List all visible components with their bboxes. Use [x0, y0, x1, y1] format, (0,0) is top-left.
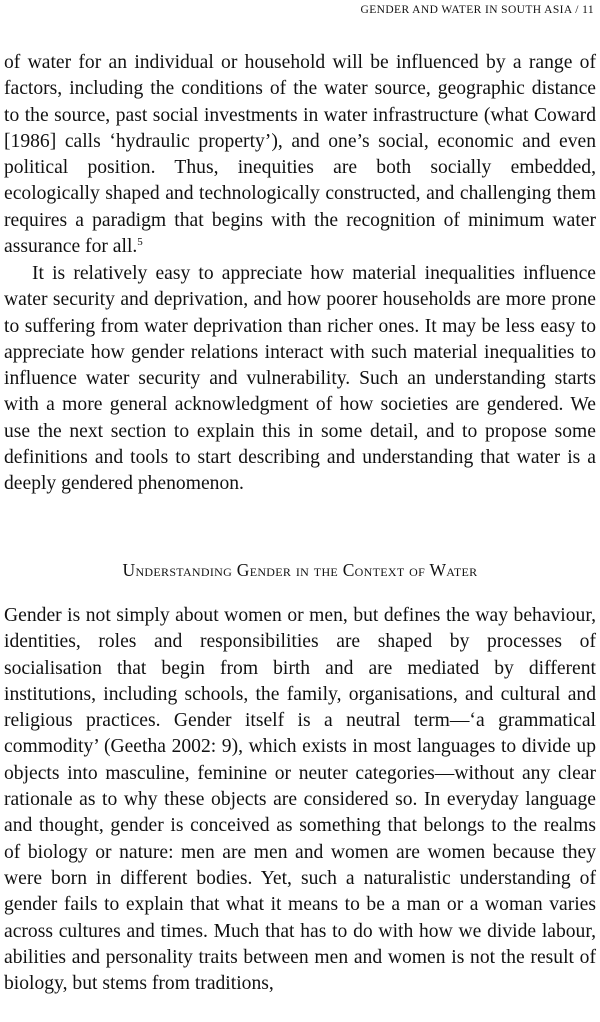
page-number: 11: [582, 4, 594, 16]
paragraph-3-text: Gender is not simply about women or men, but defines the way behaviour, identities, roles and responsibilities are shaped by processes of socialisation that begin from birth and are mediated by different institutions, including schools, the family, organisations, and cultural and religious practices. Gender itself is a neutral term—‘a grammatical commodity’ (Geetha 2002: 9), which exists in most languages to divide up objects into masculine, feminine or neuter categories—without any clear rationale as to why these objects are considered so. In everyday language and thought, gender is conceived as something that belongs to the realms of biology or nature: men are men and women are women because they were born in different bodies. Yet, such a naturalistic understanding of gender fails to explain that what it means to be a man or a woman varies across cultures and times. Much that has to do with how we divide labour, abilities and personality traits between men and women is not the result of biology, but stems from traditions,: [4, 605, 596, 995]
paragraph-2-text: It is relatively easy to appreciate how material inequalities influence water security and deprivation, and how poorer households are more prone to suffering from water deprivation than richer ones. It may be less easy to appreciate how gender relations interact with such material inequalities to influence water security and vulnerability. Such an understanding starts with a more general acknowledgment of how societies are gendered. We use the next section to explain this in some detail, and to propose some definitions and tools to start describing and understanding that water is a deeply gendered phenomenon.: [4, 263, 596, 495]
paragraph-3: [4, 603, 596, 997]
paragraph-1-text: of water for an individual or household will be influenced by a range of factors, including the conditions of the water source, geographic distance to the source, past social investments in water infrastructure (what Coward [1986] calls ‘hydraulic property’), and one’s social, economic and even political position. Thus, inequities are both socially embedded, ecologically shaped and technologically constructed, and challenging them requires a paradigm that begins with the recognition of minimum water assurance for all.: [4, 52, 596, 258]
running-head-title: GENDER AND WATER IN SOUTH ASIA: [360, 4, 572, 16]
running-head-separator: /: [575, 4, 579, 16]
paragraph-1: [4, 50, 596, 260]
footnote-marker[interactable]: 5: [137, 236, 143, 249]
running-head: [361, 4, 595, 16]
section-heading: Understanding Gender in the Context of Water: [122, 560, 478, 580]
paragraph-2: [4, 261, 596, 498]
